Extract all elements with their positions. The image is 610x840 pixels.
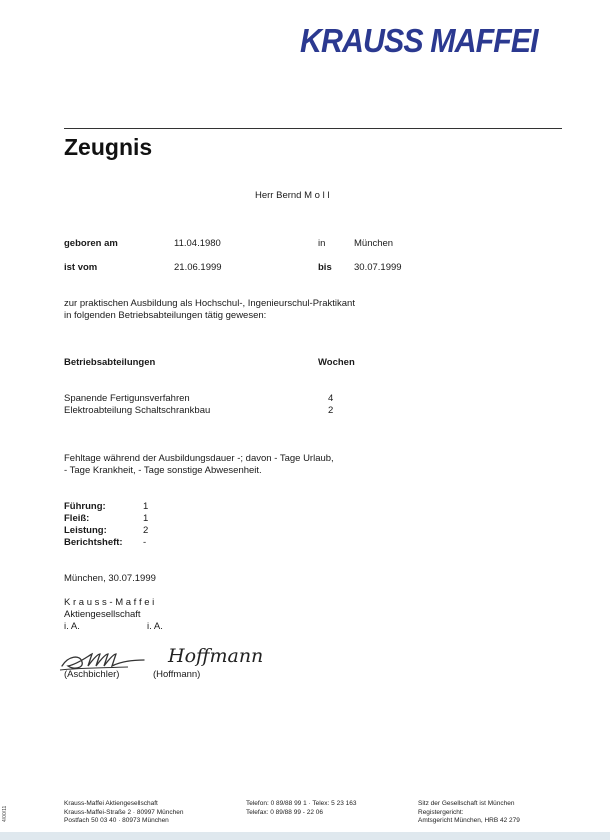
- birth-label: geboren am: [64, 238, 118, 249]
- footer-line: Registergericht:: [418, 808, 464, 816]
- absence-line-2: - Tage Krankheit, - Tage sonstige Abwesenheit.: [64, 465, 262, 476]
- footer-contact: [246, 800, 356, 817]
- period-to: 30.07.1999: [354, 262, 402, 273]
- grade-value: -: [143, 537, 147, 548]
- place-date: München, 30.07.1999: [64, 573, 156, 584]
- birth-in-label: in: [318, 238, 326, 249]
- department-row-name: Elektroabteilung Schaltschrankbau: [64, 405, 211, 416]
- birth-date: 11.04.1980: [174, 238, 221, 249]
- footer-line: Telefon: 0 89/88 99 1 · Telex: 5 23 163: [246, 800, 357, 807]
- company-name: K r a u s s - M a f f e i: [64, 597, 155, 608]
- page-bottom-edge: [0, 832, 610, 840]
- footer-company: [64, 800, 183, 826]
- document-title: Zeugnis: [64, 134, 153, 160]
- grade-label: Führung:: [64, 501, 106, 512]
- side-code: 4/00/11: [2, 805, 8, 822]
- grade-value: 1: [143, 513, 149, 524]
- intro-line-2: in folgenden Betriebsabteilungen tätig gewesen:: [64, 310, 267, 321]
- handwritten-signature-text: Hoffmann: [168, 645, 264, 667]
- header-rule: [64, 128, 562, 129]
- department-row-weeks: 2: [328, 405, 334, 416]
- period-to-label: bis: [318, 262, 332, 273]
- department-row-weeks: 4: [328, 393, 334, 404]
- signer-left: (Aschbichler): [64, 669, 120, 680]
- recipient-name: Herr Bernd M o l l: [255, 190, 330, 201]
- company-logo: KRAUSS MAFFEI: [300, 22, 538, 59]
- departments-header: Betriebsabteilungen: [64, 357, 156, 368]
- period-label: ist vom: [64, 262, 98, 273]
- intro-line-1: zur praktischen Ausbildung als Hochschul-, Ingenieurschul-Praktikant: [64, 298, 355, 309]
- weeks-header: Wochen: [318, 357, 355, 368]
- footer-line: Telefax: 0 89/88 99 - 22 06: [246, 808, 323, 816]
- grade-label: Fleiß:: [64, 513, 90, 524]
- footer-line: Krauss-Maffei-Straße 2 · 80997 München: [64, 808, 184, 816]
- company-form: Aktiengesellschaft: [64, 609, 141, 620]
- period-from: 21.06.1999: [174, 262, 222, 273]
- footer-line: Postfach 50 03 40 · 80973 München: [64, 817, 169, 824]
- grade-label: Leistung:: [64, 525, 107, 536]
- footer-registry: [418, 800, 520, 826]
- signer-right: (Hoffmann): [153, 669, 201, 680]
- grade-value: 2: [143, 525, 149, 536]
- footer-line: Amtsgericht München, HRB 42 279: [418, 817, 520, 824]
- footer-line: Krauss-Maffei Aktiengesellschaft: [64, 800, 158, 807]
- absence-line-1: Fehltage während der Ausbildungsdauer -; davon - Tage Urlaub,: [64, 453, 334, 464]
- grade-value: 1: [143, 501, 149, 512]
- department-row-name: Spanende Fertigunsverfahren: [64, 393, 190, 404]
- birth-place: München: [354, 238, 394, 249]
- footer-line: Sitz der Gesellschaft ist München: [418, 800, 515, 807]
- ia-right: i. A.: [147, 621, 163, 632]
- ia-left: i. A.: [64, 621, 80, 632]
- grade-label: Berichtsheft:: [64, 537, 123, 548]
